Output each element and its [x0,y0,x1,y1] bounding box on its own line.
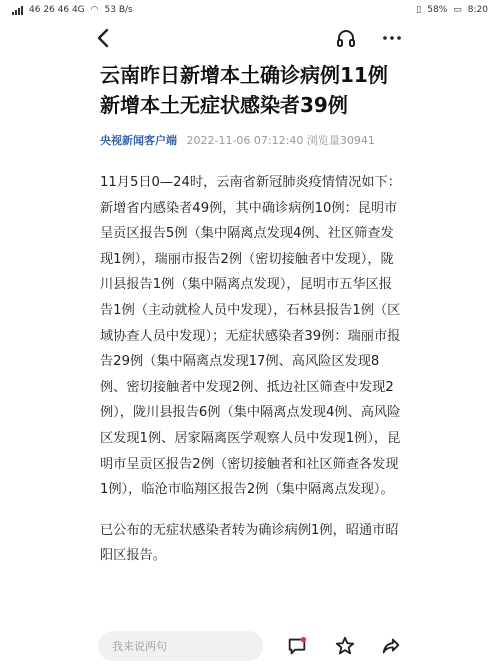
bottom-bar [90,628,410,664]
more-button[interactable] [380,26,404,50]
battery-level: 58% [427,5,448,15]
article-meta [100,132,410,148]
status-left [12,5,133,15]
net-speed: 53 B/s [104,5,133,15]
comment-placeholder: 我来说两句 [112,640,167,653]
star-icon [334,635,356,657]
article-paragraph: 已公布的无症状感染者转为确诊病例1例，昭通市昭阳区报告。 [100,522,399,564]
article-views: 浏览量30941 [306,134,375,147]
back-button[interactable] [92,26,116,50]
article-body [100,170,402,584]
share-button[interactable] [380,635,402,657]
favorite-button[interactable] [334,635,356,657]
headphones-icon [334,26,358,50]
listen-button[interactable] [334,26,358,50]
comment-input[interactable] [98,631,263,661]
vibrate-icon: ▯ [416,5,422,15]
share-icon [380,635,402,657]
signal-icon [12,6,23,15]
wifi-icon: ◠ [90,5,99,15]
more-dots-icon [380,26,404,50]
network-labels: 46 26 46 4G [29,5,85,15]
chevron-left-icon [92,26,116,50]
status-right [416,5,488,15]
status-bar [0,0,500,20]
article-title: 云南昨日新增本土确诊病例11例 新增本土无症状感染者39例 [100,63,388,117]
article-datetime: 2022-11-06 07:12:40 [186,134,304,147]
nav-bar [0,22,500,56]
article-paragraph: 11月5日0—24时，云南省新冠肺炎疫情情况如下：新增省内感染者49例，其中确诊病例10例：昆明市呈贡区报告5例（集中隔离点发现4例、社区筛查发现1例），瑞丽市报告2例（密切接触者中发现），陇川县报告1例（集中隔离点发现），昆明市五华区报告1例（主动就检人员中发现），石林县报告1例（区域协查人员中发现）；无症状感染者39例：瑞丽市报告29例（集中隔离点发现17例、高风险区发现8例、密切接触者中发现2例、抵边社区筛查中发现2例），陇川县报告6例（集中隔离点发现4例、高风险区发现1例、居家隔离医学观察人员中发现1例），昆明市呈贡区报告2例（密切接触者和社区筛查各发现1例），临沧市临翔区报告2例（集中隔离点发现）。 [100,175,401,498]
comment-icon [286,635,308,657]
clock: 8:20 [467,5,488,15]
battery-icon: ▭ [453,5,462,15]
article-source[interactable]: 央视新闻客户端 [100,134,177,147]
comment-button[interactable] [286,635,308,657]
